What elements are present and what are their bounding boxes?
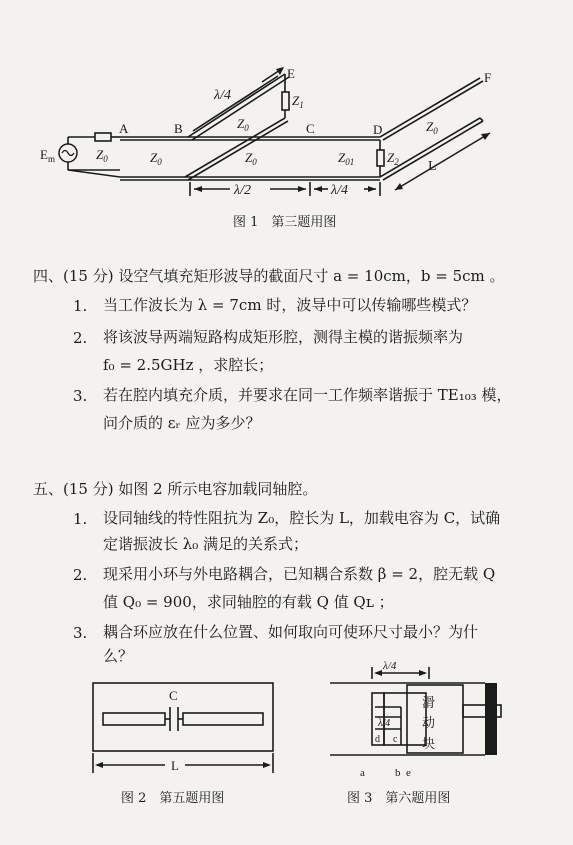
fig1-label-Em: $E_m$ <box>40 147 55 164</box>
fig1-label-L: L <box>428 159 437 174</box>
fig3-label-a: a <box>360 767 365 779</box>
fig2-label-C: C <box>169 688 178 703</box>
fig1-label-Z0-right: $Z_0$ <box>426 119 438 136</box>
figure-2-diagram <box>85 675 280 775</box>
fig1-label-Z0-left: $Z_0$ <box>150 150 162 167</box>
q4-item3-line1: 若在腔内填充介质，并要求在同一工作频率谐振于 TE₁₀₃ 模， <box>103 386 512 404</box>
q5-item3-num: 3. <box>73 624 88 642</box>
fig1-label-C: C <box>306 121 315 136</box>
q4-item3-line2: 问介质的 εᵣ 应为多少？ <box>103 414 261 432</box>
figure-3-diagram <box>325 655 515 783</box>
fig1-label-D: D <box>373 122 383 137</box>
fig1-label-Z1: $Z_1$ <box>292 93 304 110</box>
fig2-label-L: L <box>171 758 179 773</box>
fig1-caption: 图 1 第三题用图 <box>233 215 337 230</box>
q4-item1-line1: 当工作波长为 λ = 7cm 时，波导中可以传输哪些模式？ <box>103 296 477 314</box>
fig3-slide-char-3: 块 <box>422 736 436 751</box>
fig1-label-F: F <box>484 70 492 85</box>
q5-item2-num: 2. <box>73 566 88 584</box>
fig1-label-lambda4-top: λ/4 <box>214 88 231 103</box>
fig3-slide-char-2: 动 <box>422 715 436 730</box>
fig1-label-Z0-stub: $Z_0$ <box>237 116 249 133</box>
fig1-label-Z01: $Z_{01}$ <box>338 150 355 167</box>
fig3-slide-char-1: 滑 <box>422 695 436 710</box>
q5-heading: 五、(15 分) 如图 2 所示电容加载同轴腔。 <box>33 480 318 498</box>
fig3-label-c: c <box>393 734 398 745</box>
fig3-label-lambda4-inner: λ/4 <box>378 718 391 729</box>
fig3-label-e: e <box>406 767 411 779</box>
fig3-label-d: d <box>375 734 380 745</box>
fig1-label-Z0-source: $Z_0$ <box>96 147 108 164</box>
fig3-label-b: b <box>395 767 401 779</box>
fig2-caption: 图 2 第五题用图 <box>121 791 225 806</box>
q4-item1-num: 1. <box>73 297 88 315</box>
fig1-label-B: B <box>174 121 183 136</box>
q5-item2-line1: 现采用小环与外电路耦合，已知耦合系数 β = 2，腔无载 Q <box>103 565 496 583</box>
q4-heading: 四、(15 分) 设空气填充矩形波导的截面尺寸 a = 10cm，b = 5cm 。 <box>33 267 505 285</box>
fig1-label-lambda2: λ/2 <box>234 183 251 198</box>
q4-item2-line2: f₀ = 2.5GHz ，求腔长； <box>103 356 274 374</box>
q5-item2-line2: 值 Q₀ = 900，求同轴腔的有载 Q 值 Qʟ ； <box>103 593 394 611</box>
q4-item3-num: 3. <box>73 387 88 405</box>
fig1-label-E: E <box>287 66 295 81</box>
q4-item2-num: 2. <box>73 329 88 347</box>
fig1-label-Z2: $Z_2$ <box>387 150 399 167</box>
q4-item2-line1: 将该波导两端短路构成矩形腔，测得主模的谐振频率为 <box>103 328 464 346</box>
q5-item3-line2: 么？ <box>103 647 134 665</box>
fig1-label-Z0-mid: $Z_0$ <box>245 150 257 167</box>
fig1-label-lambda4-bottom: λ/4 <box>331 183 348 198</box>
fig3-caption: 图 3 第六题用图 <box>347 791 451 806</box>
q5-item1-line2: 定谐振波长 λ₀ 满足的关系式； <box>103 535 309 553</box>
q5-item1-num: 1. <box>73 510 88 528</box>
figure-1-diagram <box>0 0 573 235</box>
q5-item3-line1: 耦合环应放在什么位置、如何取向可使环尺寸最小？为什 <box>103 623 479 641</box>
fig3-label-lambda4-top: λ/4 <box>383 660 397 672</box>
fig1-label-A: A <box>119 121 129 136</box>
q5-item1-line1: 设同轴线的特性阻抗为 Z₀，腔长为 L，加载电容为 C，试确 <box>103 509 501 527</box>
